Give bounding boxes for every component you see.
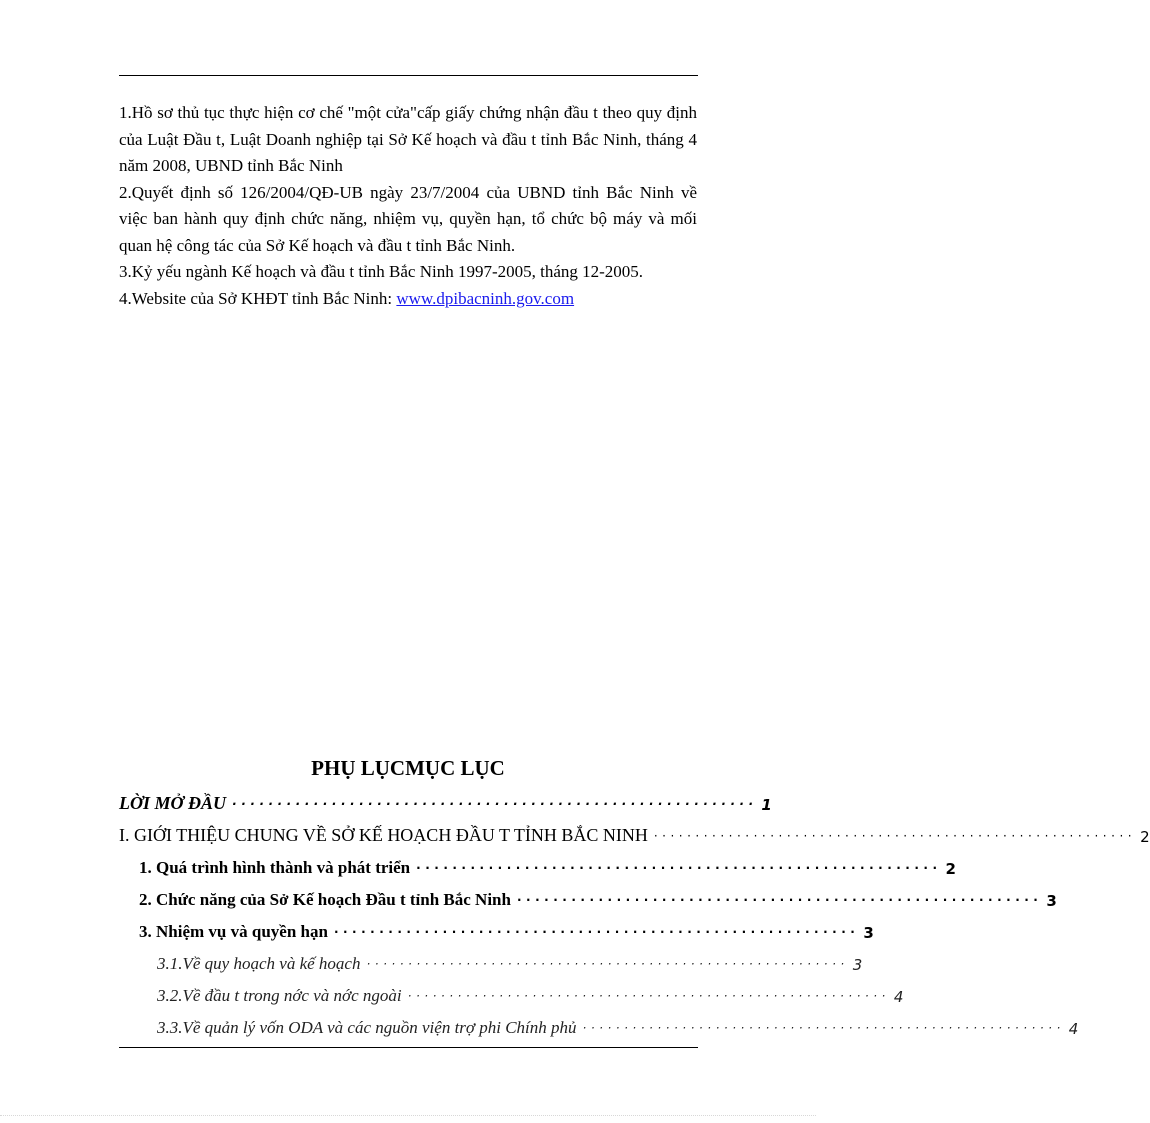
toc-entry[interactable] (157, 942, 863, 974)
header-rule (119, 75, 698, 76)
toc-entry-label: LỜI MỞ ĐẦU (119, 793, 227, 813)
toc-entry[interactable] (139, 910, 874, 942)
toc-leader: ·························································· (407, 989, 890, 1003)
reference-item: 1.Hồ sơ thủ tục thực hiện cơ chế "một cửa"cấp giấy chứng nhận đầu t theo quy định của Luật Đầu t, Luật Doanh nghiệp tại Sở Kế hoạch và đầu t tỉnh Bắc Ninh, tháng 4 năm 2008, UBND tỉnh Bắc Ninh (119, 103, 697, 175)
toc-entry-label: 3. Nhiệm vụ và quyền hạn (139, 922, 328, 941)
website-link[interactable]: www.dpibacninh.gov.com (396, 288, 575, 308)
toc-leader: ·························································· (516, 893, 1043, 907)
toc-entry-label: 3.1.Về quy hoạch và kế hoạch (157, 954, 361, 973)
toc-entry[interactable] (119, 782, 772, 814)
toc-entry-label: I. GIỚI THIỆU CHUNG VỀ SỞ KẾ HOẠCH ĐẦU T TỈNH BẮC NINH (119, 825, 648, 845)
toc-entry[interactable] (139, 846, 956, 878)
toc-leader: ·························································· (653, 829, 1137, 843)
toc-entry-page: 3 (852, 956, 863, 974)
toc-entry[interactable] (119, 814, 1150, 846)
toc-leader: ·························································· (416, 861, 942, 875)
references-section (119, 100, 697, 312)
toc-leader: ·························································· (333, 925, 860, 939)
reference-item-website (119, 286, 697, 313)
toc-entry-page: 1 (761, 796, 772, 814)
reference-item: 2.Quyết định số 126/2004/QĐ-UB ngày 23/7/2004 của UBND tỉnh Bắc Ninh về việc ban hành quy định chức năng, nhiệm vụ, quyền hạn, tổ chức bộ máy và mối quan hệ công tác của Sở Kế hoạch và đầu t tỉnh Bắc Ninh. (119, 182, 697, 255)
page-edge-dots (0, 1115, 816, 1116)
toc-leader: ·························································· (582, 1021, 1065, 1035)
toc-entry[interactable] (139, 878, 1057, 910)
reference-item: 3.Kỷ yếu ngành Kế hoạch và đầu t tỉnh Bắc Ninh 1997-2005, tháng 12-2005. (119, 262, 644, 281)
footer-rule (119, 1047, 698, 1048)
toc-entry[interactable] (157, 974, 904, 1006)
toc-title: PHỤ LỤCMỤC LỤC (311, 756, 505, 780)
website-prefix: 4.Website của Sở KHĐT tỉnh Bắc Ninh: (119, 288, 397, 308)
toc-entry-label: 3.2.Về đầu t trong nớc và nớc ngoài (157, 986, 402, 1005)
toc-entry-page: 3 (863, 924, 874, 942)
toc-entry-page: 2 (1140, 828, 1150, 846)
toc-entry-label: 1. Quá trình hình thành và phát triển (139, 858, 411, 877)
toc-leader: ·························································· (232, 797, 758, 811)
toc-leader: ·························································· (366, 957, 849, 971)
toc-entry-label: 3.3.Về quản lý vốn ODA và các nguồn viện trợ phi Chính phủ (157, 1018, 577, 1037)
toc-entry-page: 4 (893, 988, 904, 1006)
toc-entry[interactable] (157, 1006, 1079, 1038)
toc-entry-label: 2. Chức năng của Sở Kế hoạch Đầu t tỉnh Bắc Ninh (139, 890, 511, 909)
toc-entry-page: 4 (1068, 1020, 1079, 1038)
toc-entry-page: 2 (945, 860, 956, 878)
toc-entry-page: 3 (1046, 892, 1057, 910)
